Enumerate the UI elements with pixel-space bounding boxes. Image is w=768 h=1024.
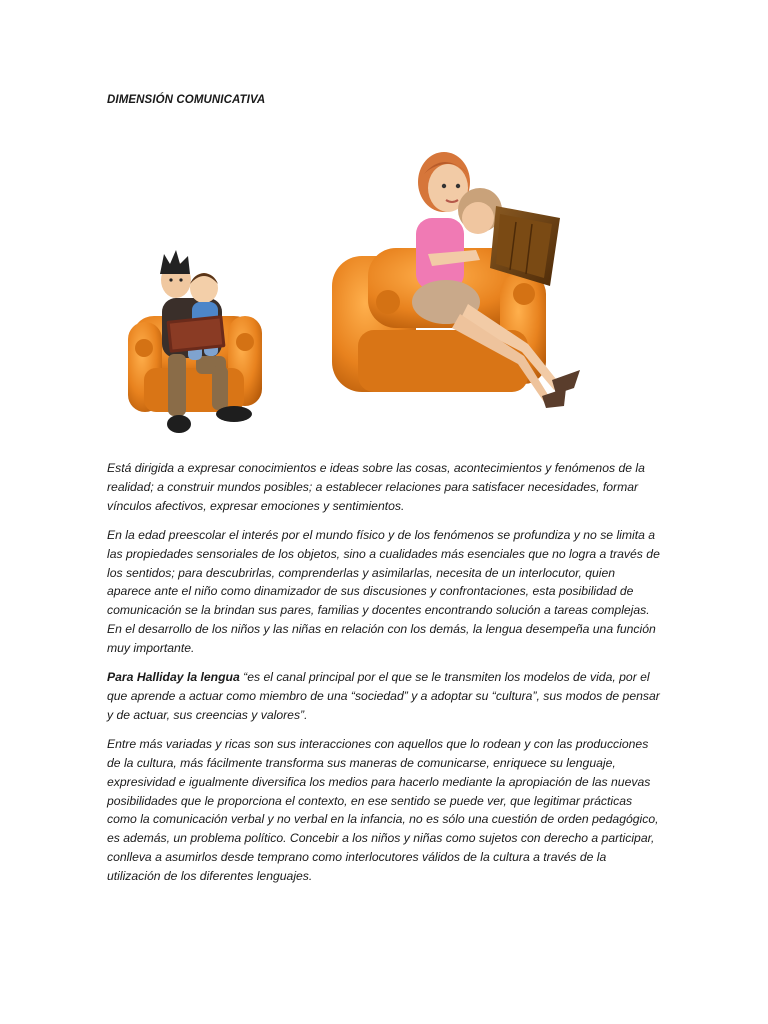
paragraph-2: En la edad preescolar el interés por el mundo físico y de los fenómenos se profundiza y no se limita a las propiedades sensoriales de los objetos, sino a cualidades más esenciales que no logra a través de los sentidos; para descubrirlas, comprenderlas y asimilarlas, necesita de un interlocutor, quien aparece ante el niño como dinamizador de sus discusiones y confrontaciones, esta posibilidad de comunicación se la brindan sus pares, familias y docentes encontrando solución a tareas complejas. En el desarrollo de los niños y las niñas en relación con los demás, la lengua desempeña una función muy importante. bbox=[107, 527, 660, 656]
paragraph-3 bbox=[107, 668, 660, 725]
paragraph-3-lead: Para Halliday la lengua bbox=[107, 670, 240, 685]
mother-reading-to-child-illustration bbox=[328, 144, 586, 414]
paragraph-1: Está dirigida a expresar conocimientos e ideas sobre las cosas, acontecimientos y fenómenos de la realidad; a construir mundos posibles; a establecer relaciones para satisfacer necesidades, formar vínculos afectivos, expresar emociones y sentimientos. bbox=[107, 461, 645, 513]
father-reading-to-child-illustration bbox=[124, 246, 264, 440]
body-text bbox=[107, 459, 660, 896]
paragraph-3-body: “es el canal principal por el que se le transmiten los modelos de vida, por el que aprende a actuar como miembro de una “sociedad” y a adoptar su “cultura”, sus modos de pensar y de actuar, sus creencias y valores”. bbox=[107, 670, 660, 722]
page-title: DIMENSIÓN COMUNICATIVA bbox=[107, 94, 266, 106]
paragraph-4: Entre más variadas y ricas son sus interacciones con aquellos que lo rodean y con las producciones de la cultura, más fácilmente transforma sus maneras de comunicarse, enriquece su lenguaje, expresividad e igualmente diversifica los medios para hacerlo mediante la apropiación de las nuevas posibilidades que le proporciona el contexto, en ese sentido se puede ver, que legitimar prácticas como la comunicación verbal y no verbal en la infancia, no es sólo una cuestión de orden pedagógico, es además, un problema político. Concebir a los niños y niñas como sujetos con derecho a participar, conlleva a asumirlos desde temprano como interlocutores válidos de la cultura a través de la utilización de los diferentes lenguajes. bbox=[107, 736, 659, 884]
